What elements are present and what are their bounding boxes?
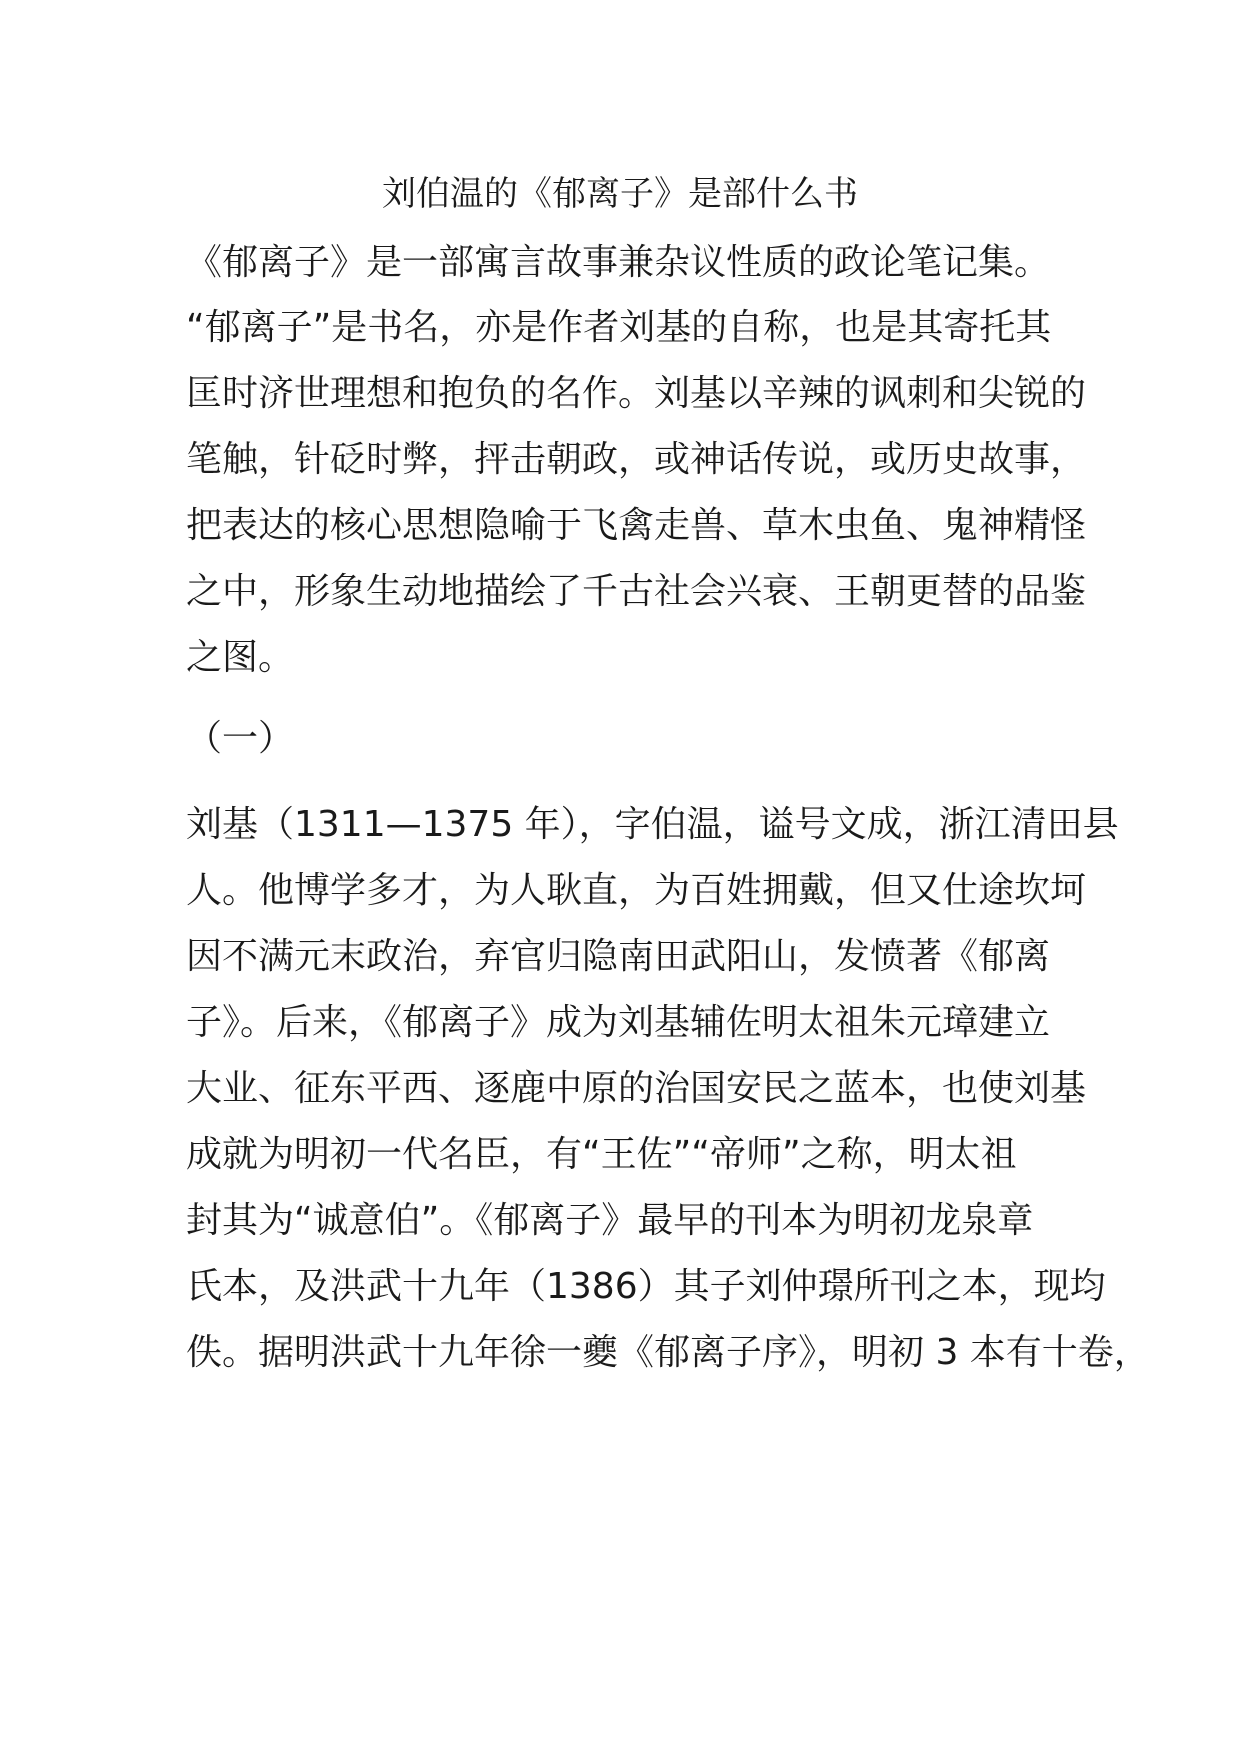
paragraph-line: 大业、征东平西、逐鹿中原的治国安民之蓝本，也使刘基 [186,1068,1087,1109]
paragraph-line: 之中，形象生动地描绘了千古社会兴衰、王朝更替的品鉴 [186,571,1087,612]
paragraph-line: 因不满元末政治，弃官归隐南田武阳山，发愤著《郁离 [186,936,1051,977]
paragraph-line: 匡时济世理想和抱负的名作。刘基以辛辣的讽刺和尖锐的 [186,373,1087,414]
paragraph-line: 之图。 [186,637,295,678]
paragraph-line: 封其为“诚意伯”。《郁离子》最早的刊本为明初龙泉章 [186,1200,1034,1241]
paragraph-line: 人。他博学多才，为人耿直，为百姓拥戴，但又仕途坎坷 [186,870,1087,911]
paragraph-line: 氏本，及洪武十九年（1386）其子刘仲璟所刊之本，现均 [186,1266,1106,1307]
paragraph-line: “郁离子”是书名，亦是作者刘基的自称，也是其寄托其 [186,307,1052,348]
paragraph-line: 成就为明初一代名臣，有“王佐”“帝师”之称，明太祖 [186,1134,1017,1175]
paragraph-line: 刘基（1311—1375 年），字伯温，谥号文成，浙江清田县 [186,804,1119,845]
paragraph-line: 把表达的核心思想隐喻于飞禽走兽、草木虫鱼、鬼神精怪 [186,505,1087,546]
document-title: 刘伯温的《郁离子》是部什么书 [382,174,858,214]
paragraph-line: 佚。据明洪武十九年徐一夔《郁离子序》，明初 3 本有十卷， [186,1332,1150,1373]
section-heading: （一） [186,718,295,759]
paragraph-line: 《郁离子》是一部寓言故事兼杂议性质的政论笔记集。 [186,242,1051,283]
paragraph-line: 笔触，针砭时弊，抨击朝政，或神话传说，或历史故事， [186,439,1087,480]
paragraph-line: 子》。后来，《郁离子》成为刘基辅佐明太祖朱元璋建立 [186,1002,1051,1043]
